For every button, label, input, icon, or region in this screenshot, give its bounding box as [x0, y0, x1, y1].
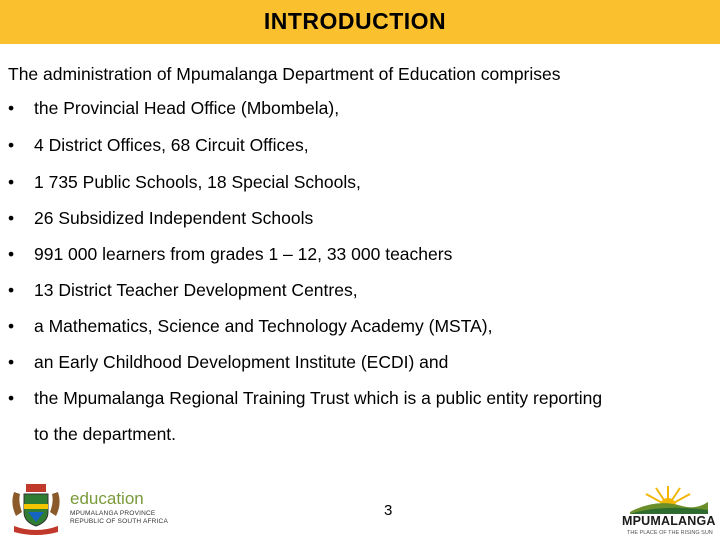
education-wordmark: education	[70, 489, 144, 508]
list-item-text: 1 735 Public Schools, 18 Special Schools,	[34, 172, 361, 192]
rising-sun-icon	[626, 484, 710, 514]
list-item-text: 13 District Teacher Development Centres,	[34, 280, 358, 300]
bullet-icon: •	[8, 316, 15, 336]
page-number: 3	[384, 502, 393, 519]
bullet-icon: •	[8, 352, 15, 372]
bullet-icon: •	[8, 208, 15, 228]
tagline: THE PLACE OF THE RISING SUN	[627, 530, 713, 536]
coat-of-arms-icon	[8, 482, 64, 536]
intro-text: The administration of Mpumalanga Department of Education comprises	[8, 64, 561, 84]
bullet-icon: •	[8, 388, 15, 408]
bullet-icon: •	[8, 98, 15, 118]
list-item-text: 26 Subsidized Independent Schools	[34, 208, 314, 228]
list-item-text: 4 District Offices, 68 Circuit Offices,	[34, 135, 309, 155]
country-label: REPUBLIC OF SOUTH AFRICA	[70, 518, 168, 525]
bullet-icon: •	[8, 135, 15, 155]
list-item-text: an Early Childhood Development Institute (ECDI) and	[34, 352, 449, 372]
bullet-icon: •	[8, 172, 15, 192]
bullet-icon: •	[8, 280, 15, 300]
list-item-text: the Mpumalanga Regional Training Trust which is a public entity reporting	[34, 388, 603, 408]
list-item-text: a Mathematics, Science and Technology Academy (MSTA),	[34, 316, 493, 336]
bullet-icon: •	[8, 244, 15, 264]
list-item-text: the Provincial Head Office (Mbombela),	[34, 98, 340, 118]
page-title: INTRODUCTION	[263, 8, 447, 34]
list-item-continuation: to the department.	[34, 424, 177, 444]
province-label: MPUMALANGA PROVINCE	[70, 510, 156, 517]
mpumalanga-wordmark: MPUMALANGA	[622, 514, 716, 528]
list-item-text: 991 000 learners from grades 1 – 12, 33 000 teachers	[34, 244, 453, 264]
